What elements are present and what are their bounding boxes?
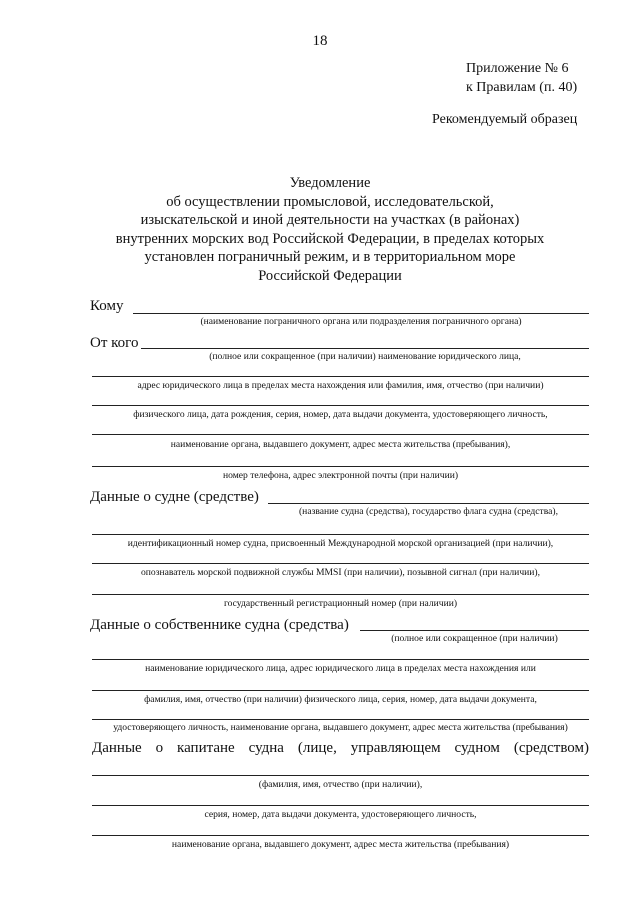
from-field-line[interactable] [92, 376, 589, 377]
captain-label-word: судна [248, 740, 284, 756]
from-field-line[interactable] [92, 434, 589, 435]
from-field-line[interactable] [92, 405, 589, 406]
vessel-caption: государственный регистрационный номер (при наличии) [223, 598, 458, 609]
vessel-caption: (название судна (средства), государство флага судна (средства), [298, 506, 558, 517]
title-line: Уведомление [289, 175, 371, 191]
captain-label-word: Данные [92, 740, 142, 756]
captain-label-word: (средством) [513, 740, 589, 756]
captain-field-line[interactable] [92, 805, 589, 806]
owner-caption: удостоверяющего личность, наименование органа, выдавшего документ, адрес места жительства (пребывания) [113, 722, 568, 733]
from-caption: (полное или сокращенное (при наличии) наименование юридического лица, [209, 351, 521, 362]
to-label: Кому [90, 298, 124, 314]
owner-field-line[interactable] [92, 659, 589, 660]
vessel-field-line[interactable] [268, 503, 589, 504]
captain-caption: серия, номер, дата выдачи документа, удостоверяющего личность, [204, 809, 477, 820]
document-title [90, 174, 570, 285]
title-line: об осуществлении промысловой, исследовательской, [166, 193, 494, 210]
vessel-caption: идентификационный номер судна, присвоенный Международной морской организацией (при наличии), [127, 538, 554, 549]
captain-caption: (фамилия, имя, отчество (при наличии), [258, 779, 423, 790]
title-line: изыскательской и иной деятельности на участках (в районах) [140, 212, 520, 228]
to-caption: (наименование пограничного органа или подразделения пограничного органа) [200, 316, 522, 327]
owner-caption: (полное или сокращенное (при наличии) [391, 633, 558, 644]
vessel-field-line[interactable] [92, 594, 589, 595]
captain-label-word: судном [454, 740, 500, 756]
captain-label [92, 740, 589, 757]
captain-field-line[interactable] [92, 775, 589, 776]
vessel-field-line[interactable] [92, 534, 589, 535]
vessel-caption: опознаватель морской подвижной службы MMSI (при наличии), позывной сигнал (при наличии), [140, 567, 541, 578]
owner-field-line[interactable] [92, 690, 589, 691]
captain-field-line[interactable] [92, 835, 589, 836]
captain-label-word: капитане [177, 740, 235, 756]
from-caption: наименование органа, выдавшего документ, адрес места жительства (пребывания), [170, 439, 511, 450]
captain-label-word: о [155, 740, 164, 756]
recommended-sample-note: Рекомендуемый образец [432, 112, 578, 127]
from-label: От кого [90, 335, 139, 351]
page-number: 18 [312, 33, 328, 49]
from-caption: физического лица, дата рождения, серия, номер, дата выдачи документа, удостоверяющего личность, [133, 409, 548, 420]
vessel-field-line[interactable] [92, 563, 589, 564]
appendix-number: Приложение № 6 [466, 61, 569, 76]
to-field-line[interactable] [133, 313, 589, 314]
owner-field-line[interactable] [92, 719, 589, 720]
vessel-label: Данные о судне (средстве) [90, 489, 259, 505]
title-line: установлен пограничный режим, и в территориальном море [144, 249, 516, 265]
from-caption: номер телефона, адрес электронной почты (при наличии) [222, 470, 459, 481]
from-field-line[interactable] [92, 466, 589, 467]
owner-field-line[interactable] [360, 630, 589, 631]
captain-label-word: (лице, [297, 740, 337, 756]
title-line: внутренних морских вод Российской Федерации, в пределах которых [115, 230, 545, 247]
captain-caption: наименование органа, выдавшего документ, адрес места жительства (пребывания) [171, 839, 510, 850]
appendix-reference [466, 59, 577, 97]
title-line: Российской Федерации [258, 267, 402, 284]
captain-label-word: управляющем [350, 740, 441, 756]
owner-caption: фамилия, имя, отчество (при наличии) физического лица, серия, номер, дата выдачи документа, [144, 694, 537, 705]
appendix-rules-ref: к Правилам (п. 40) [466, 80, 578, 95]
owner-caption: наименование юридического лица, адрес юридического лица в пределах места нахождения или [145, 663, 536, 674]
from-caption: адрес юридического лица в пределах места нахождения или фамилия, имя, отчество (при наличии) [137, 380, 544, 391]
owner-label: Данные о собственнике судна (средства) [90, 617, 349, 633]
from-field-line[interactable] [141, 348, 589, 349]
